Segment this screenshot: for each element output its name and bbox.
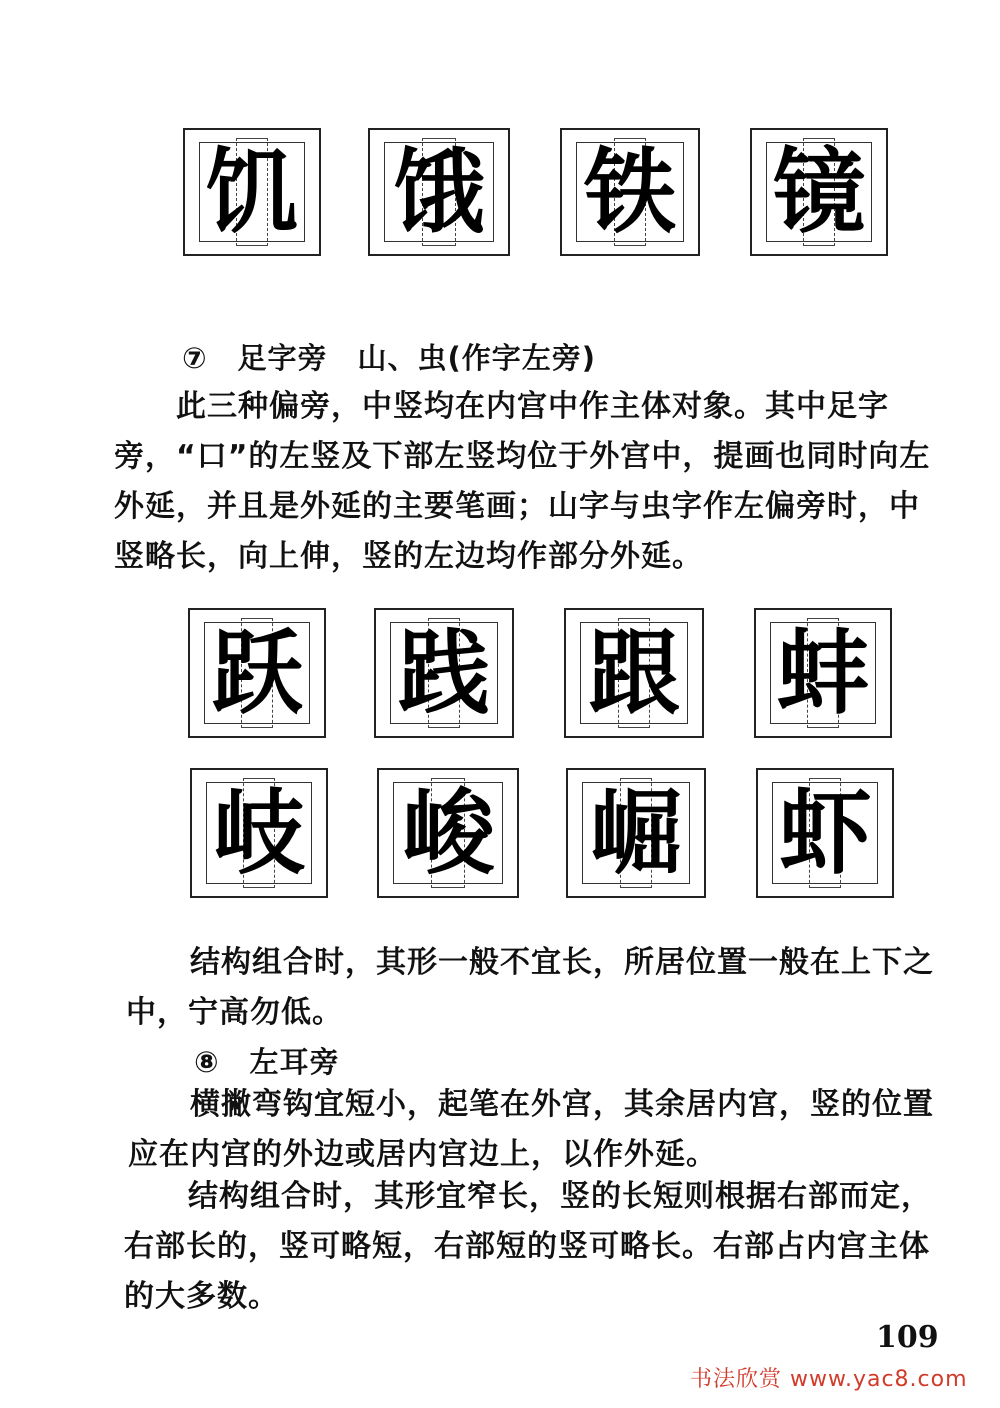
char-glyph: 饿 [392,138,485,246]
watermark-text: 书法欣赏 www.yac8.com [690,1367,968,1392]
char-glyph: 饥 [205,138,298,246]
char-box-1-3 [560,128,700,256]
char-glyph: 蚌 [776,619,869,727]
section-7-para-2: 结构组合时，其形一般不宜长，所居位置一般在上下之 中，宁高勿低。 [126,945,934,1030]
char-box-3-2 [377,768,519,898]
char-glyph: 崛 [589,779,682,887]
char-glyph: 峻 [401,779,494,887]
char-box-2-2 [374,608,514,738]
char-box-3-3 [566,768,706,898]
section-7-para-1: 此三种偏旁，中竖均在内宫中作主体对象。其中足字 旁，“口”的左竖及下部左竖均位于外宫中，提画也同时向左 外延，并且是外延的主要笔画；山字与虫字作左偏旁时，中 竖略长，向上伸，竖的左边均作部分外延。 [114,389,931,574]
char-glyph: 铁 [583,138,676,246]
char-box-2-3 [564,608,704,738]
section-8-heading: ⑧ 左耳旁 [194,1045,340,1079]
section-8-para-1: 横撇弯钩宜短小，起笔在外宫，其余居内宫，竖的位置 应在内宫的外边或居内宫边上，以作外延。 [128,1087,934,1172]
section-8-para-2: 结构组合时，其形宜窄长，竖的长短则根据右部而定， 右部长的，竖可略短，右部短的竖可略长。右部占内宫主体 的大多数。 [124,1179,932,1314]
char-glyph: 跟 [587,619,680,727]
char-glyph: 践 [397,619,490,727]
char-glyph: 跃 [210,619,303,727]
char-box-1-2 [368,128,510,256]
char-box-3-4 [756,768,894,898]
char-glyph: 虾 [778,779,871,887]
char-box-2-4 [754,608,892,738]
section-7-heading: ⑦ 足字旁 山、虫(作字左旁) [182,341,597,375]
char-box-1-1 [183,128,321,256]
char-box-1-4 [750,128,888,256]
page-number: 109 [876,1320,939,1355]
char-glyph: 岐 [212,779,305,887]
char-glyph: 镜 [772,138,865,246]
char-box-2-1 [188,608,326,738]
char-box-3-1 [190,768,328,898]
